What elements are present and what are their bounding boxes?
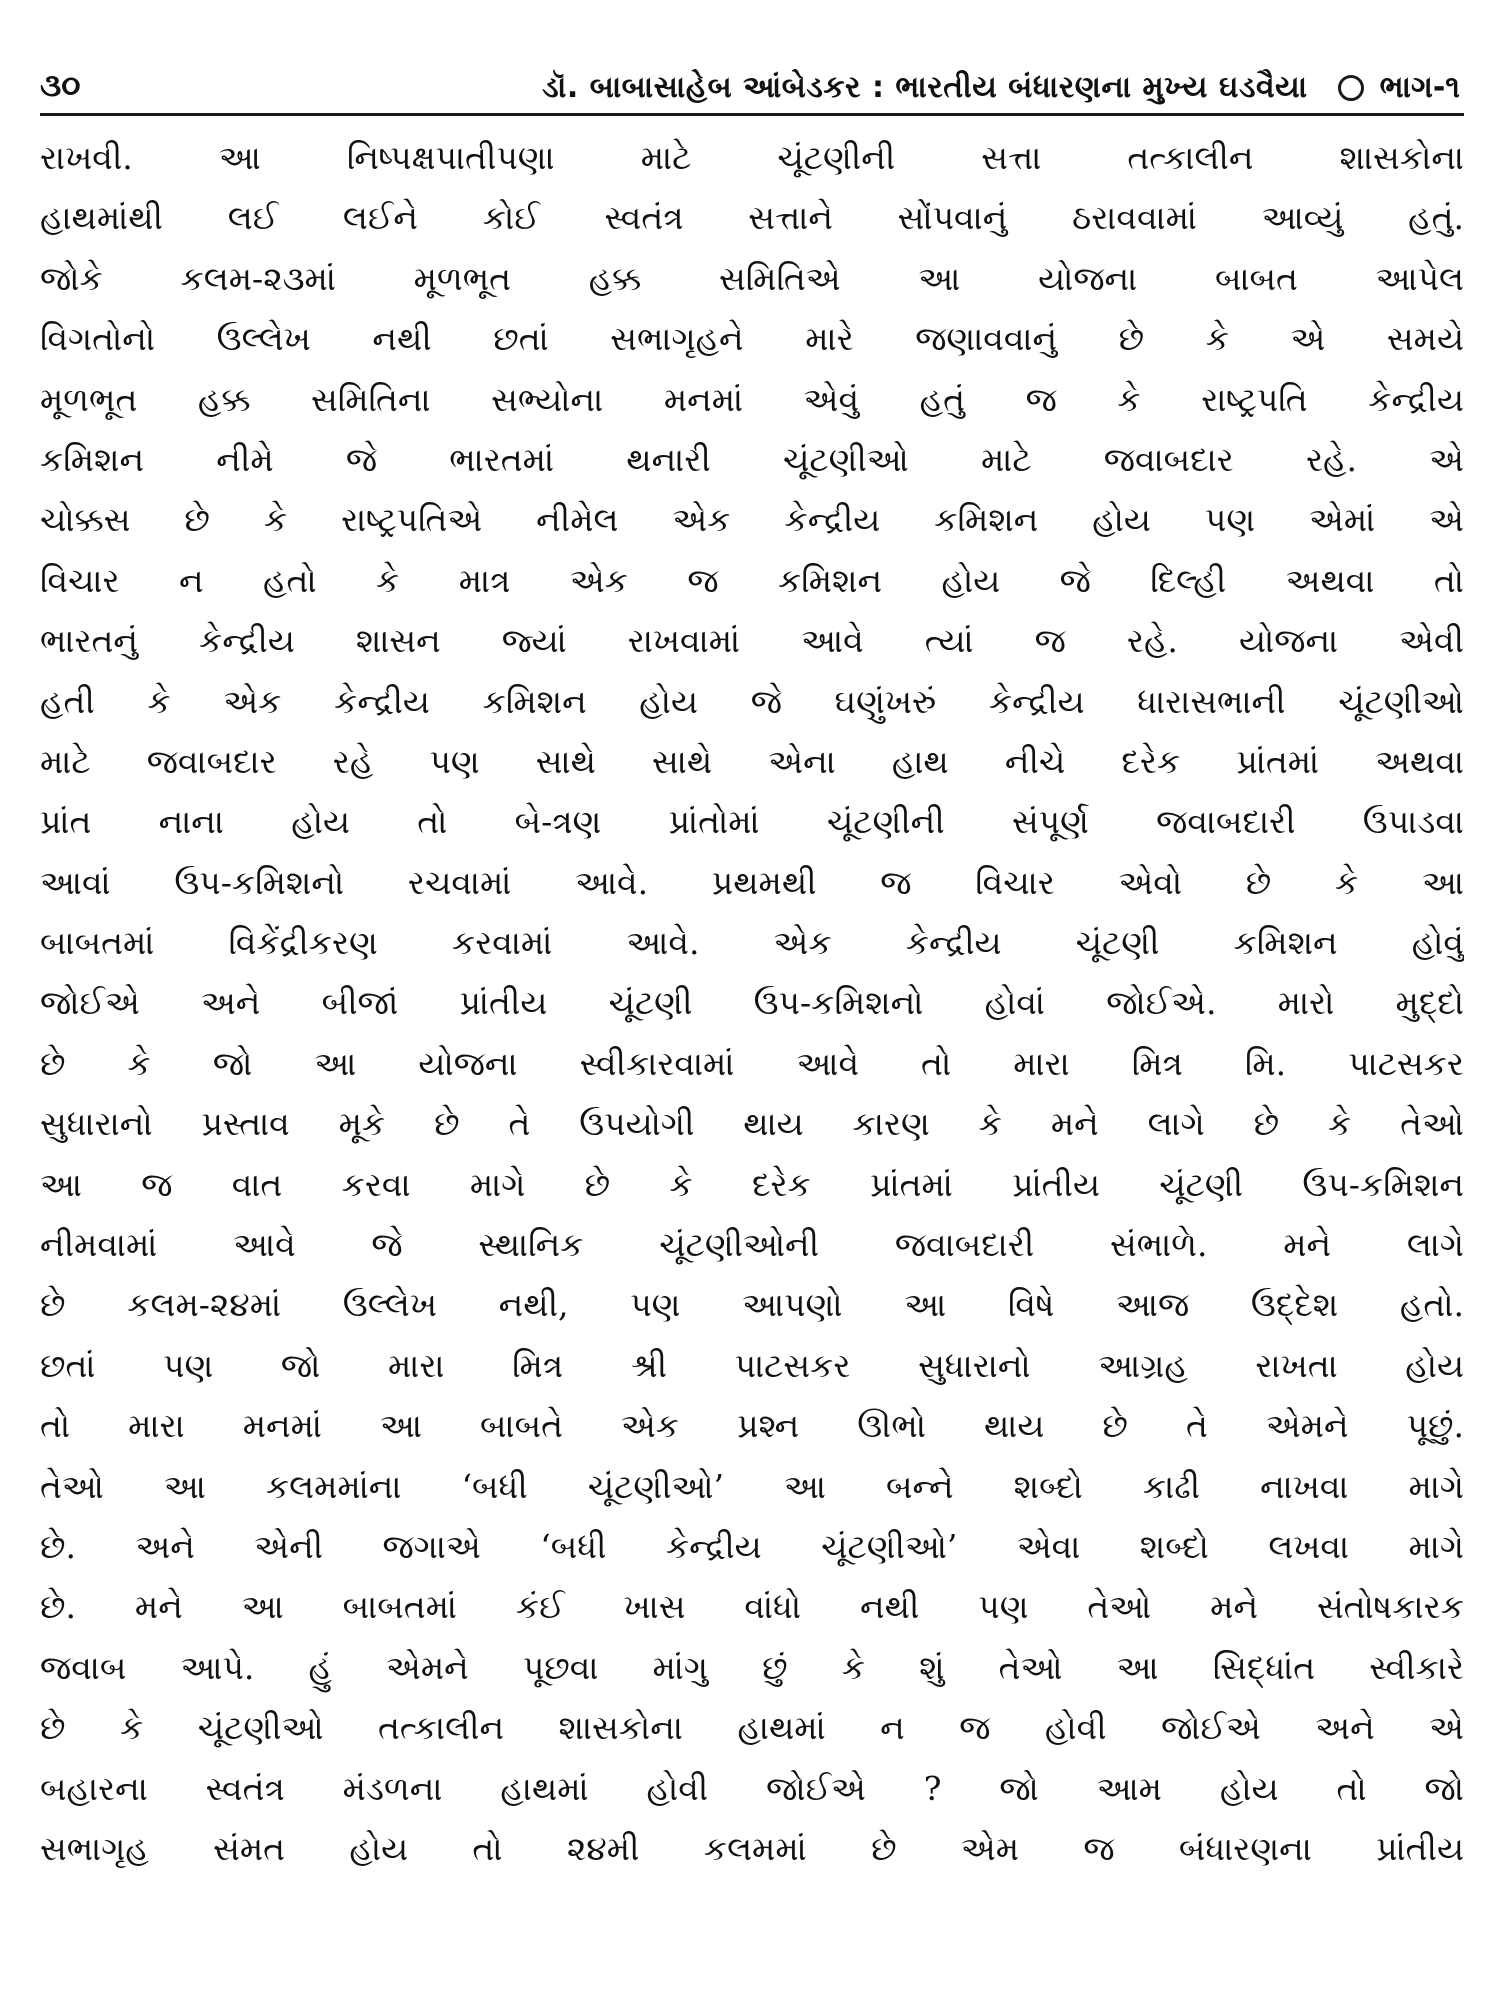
text-line: બહારના સ્વતંત્ર મંડળના હાથમાં હોવી જોઈએ ? જો આમ હોય તો જો [40,1768,1464,1808]
text-line: વિગતોનો ઉલ્લેખ નથી છતાં સભાગૃહને મારે જણાવવાનું છે કે એ સમયે [40,319,1464,359]
text-line: છે. મને આ બાબતમાં કંઈ ખાસ વાંધો નથી પણ તેઓ મને સંતોષકારક [40,1587,1464,1627]
text-line: હતી કે એક કેન્દ્રીય કમિશન હોય જે ઘણુંખરું કેન્દ્રીય ધારાસભાની ચૂંટણીઓ [40,681,1464,721]
text-line: છે કે જો આ યોજના સ્વીકારવામાં આવે તો મારા મિત્ર મિ. પાટસકર [40,1043,1464,1083]
text-line: આ જ વાત કરવા માગે છે કે દરેક પ્રાંતમાં પ્રાંતીય ચૂંટણી ઉપ-કમિશન [40,1164,1464,1204]
page-number: ૩૦ [40,66,81,104]
text-line: હાથમાંથી લઈ લઈને કોઈ સ્વતંત્ર સત્તાને સોંપવાનું ઠરાવવામાં આવ્યું હતું. [40,198,1464,238]
text-line: છે કે ચૂંટણીઓ તત્કાલીન શાસકોના હાથમાં ન જ હોવી જોઈએ અને એ [40,1708,1464,1748]
text-line: જોઈએ અને બીજાં પ્રાંતીય ચૂંટણી ઉપ-કમિશનો હોવાં જોઈએ. મારો મુદ્દો [40,983,1464,1023]
book-title: ડૉ. બાબાસાહેબ આંબેડકર : ભારતીય બંધારણના મુખ્ય ઘડવૈયા [542,70,1308,105]
text-line: જોકે કલમ-૨૩માં મૂળભૂત હક્ક સમિતિએ આ યોજના બાબત આપેલ [40,258,1464,298]
text-line: ચોક્કસ છે કે રાષ્ટ્રપતિએ નીમેલ એક કેન્દ્રીય કમિશન હોય પણ એમાં એ [40,500,1464,540]
text-line: તો મારા મનમાં આ બાબતે એક પ્રશ્ન ઊભો થાય છે તે એમને પૂછું. [40,1406,1464,1446]
text-line: છે. અને એની જગાએ ‘બધી કેન્દ્રીય ચૂંટણીઓ’ એવા શબ્દો લખવા માગે [40,1526,1464,1566]
running-header [40,56,1464,116]
text-line: રાખવી. આ નિષ્પક્ષપાતીપણા માટે ચૂંટણીની સત્તા તત્કાલીન શાસકોના [40,138,1464,177]
text-line: સભાગૃહ સંમત હોય તો ૨૪મી કલમમાં છે એમ જ બંધારણના પ્રાંતીય [40,1828,1464,1868]
text-line: છતાં પણ જો મારા મિત્ર શ્રી પાટસકર સુધારાનો આગ્રહ રાખતા હોય [40,1345,1464,1385]
text-line: મૂળભૂત હક્ક સમિતિના સભ્યોના મનમાં એવું હતું જ કે રાષ્ટ્રપતિ કેન્દ્રીય [40,379,1464,419]
text-line: સુધારાનો પ્રસ્તાવ મૂકે છે તે ઉપયોગી થાય કારણ કે મને લાગે છે કે તેઓ [40,1104,1464,1144]
text-line: બાબતમાં વિકેંદ્રીકરણ કરવામાં આવે. એક કેન્દ્રીય ચૂંટણી કમિશન હોવું [40,923,1464,963]
text-line: નીમવામાં આવે જે સ્થાનિક ચૂંટણીઓની જવાબદારી સંભાળે. મને લાગે [40,1225,1464,1265]
text-line: જવાબ આપે. હું એમને પૂછવા માંગુ છું કે શું તેઓ આ સિદ્ધાંત સ્વીકારે [40,1647,1464,1687]
text-line: વિચાર ન હતો કે માત્ર એક જ કમિશન હોય જે દિલ્હી અથવા તો [40,560,1464,600]
text-line: આવાં ઉપ-કમિશનો રચવામાં આવે. પ્રથમથી જ વિચાર એવો છે કે આ [40,862,1464,902]
text-line: માટે જવાબદાર રહે પણ સાથે સાથે એના હાથ નીચે દરેક પ્રાંતમાં અથવા [40,741,1464,781]
circle-separator-icon [1338,75,1364,101]
part-label: ભાગ-૧ [1379,70,1460,105]
text-line: છે કલમ-૨૪માં ઉલ્લેખ નથી, પણ આપણો આ વિષે આજ ઉદ્દેશ હતો. [40,1285,1464,1325]
body-text [40,128,1464,1964]
text-line: કમિશન નીમે જે ભારતમાં થનારી ચૂંટણીઓ માટે જવાબદાર રહે. એ [40,439,1464,479]
text-line: ભારતનું કેન્દ્રીય શાસન જ્યાં રાખવામાં આવે ત્યાં જ રહે. યોજના એવી [40,621,1464,661]
text-line: પ્રાંત નાના હોય તો બે-ત્રણ પ્રાંતોમાં ચૂંટણીની સંપૂર્ણ જવાબદારી ઉપાડવા [40,802,1464,842]
text-line: તેઓ આ કલમમાંના ‘બધી ચૂંટણીઓ’ આ બન્ને શબ્દો કાઢી નાખવા માગે [40,1466,1464,1506]
